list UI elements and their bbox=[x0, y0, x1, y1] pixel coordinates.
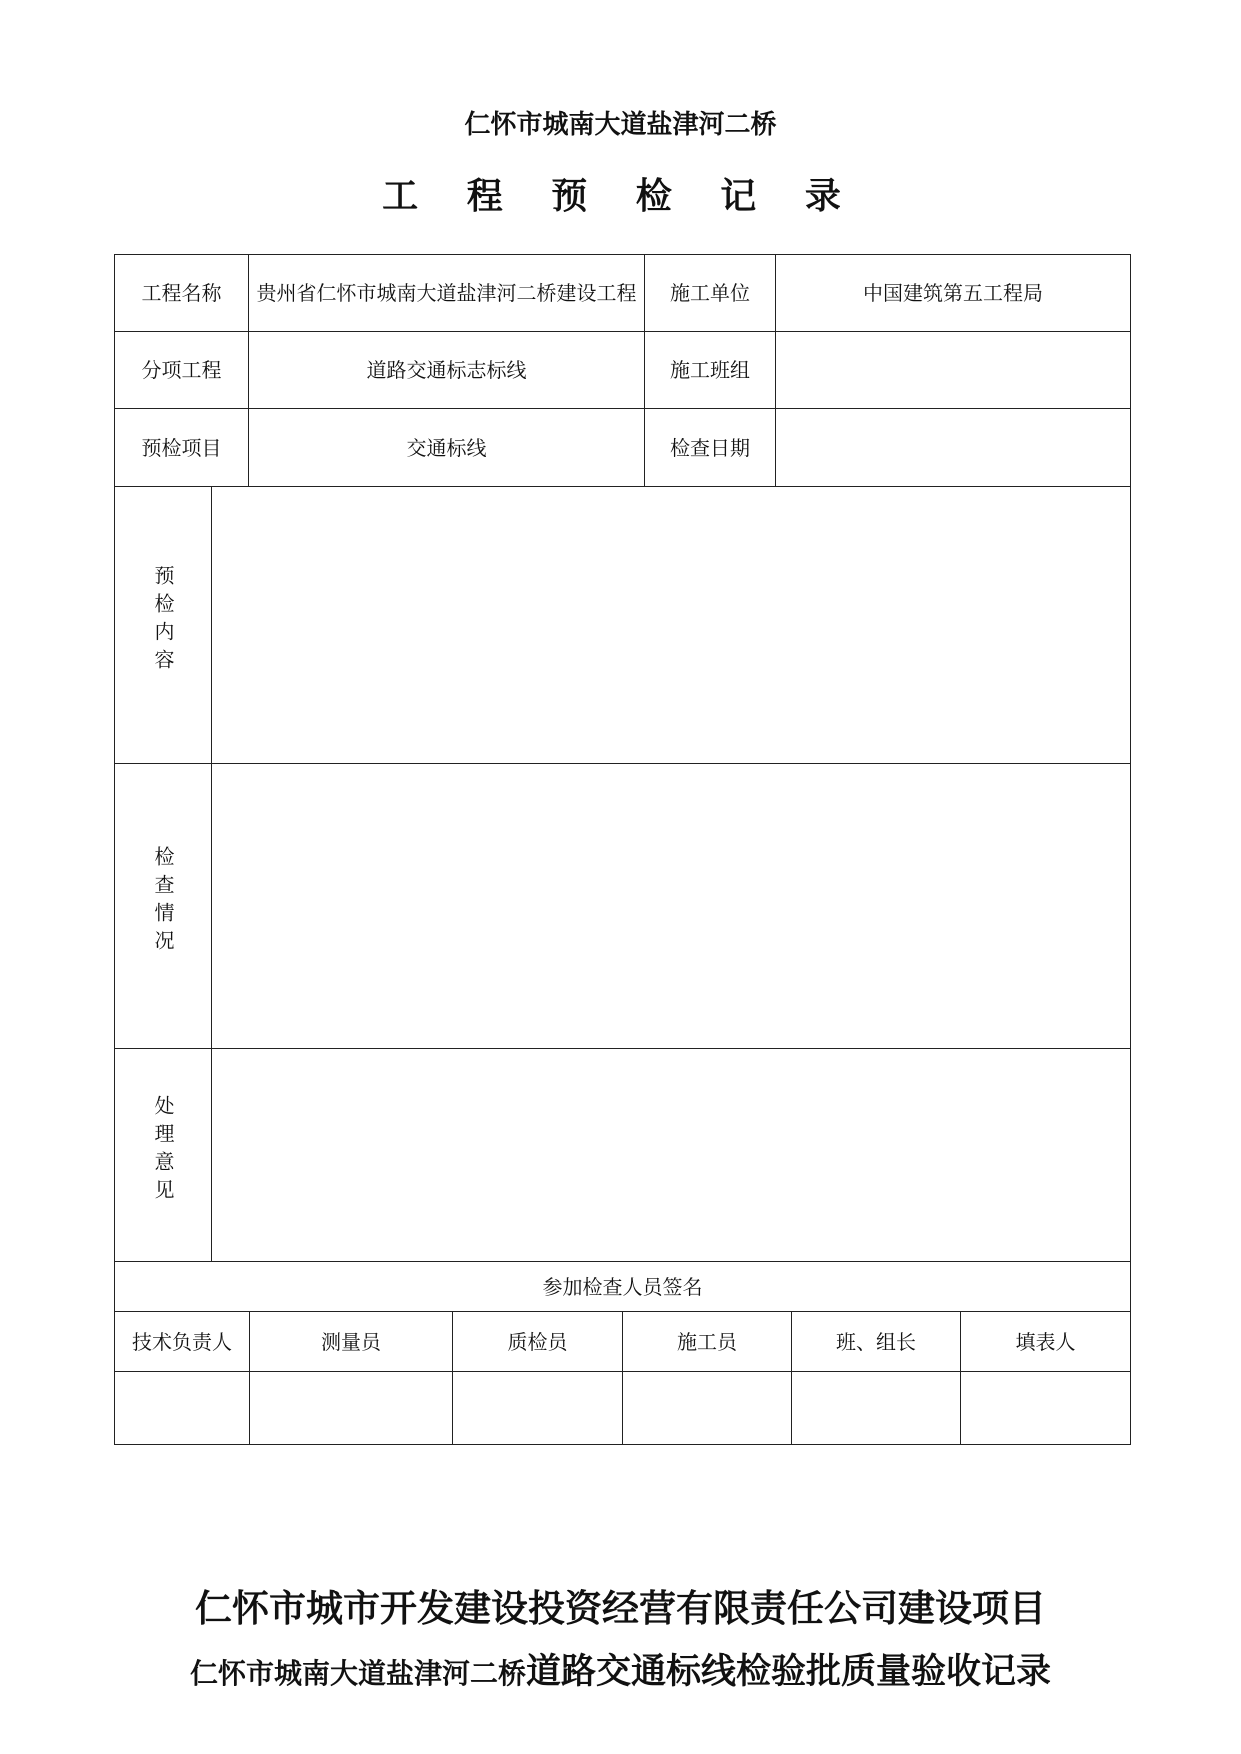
signature-blank-row bbox=[115, 1372, 1131, 1445]
role-team-leader: 班、组长 bbox=[792, 1312, 961, 1372]
company-project-line: 仁怀市城市开发建设投资经营有限责任公司建设项目 bbox=[195, 1586, 1046, 1630]
status-label-cell bbox=[115, 764, 212, 1049]
contractor-label: 施工单位 bbox=[645, 255, 776, 332]
info-row bbox=[115, 409, 1131, 487]
record-title-prefix: 仁怀市城南大道盐津河二桥 bbox=[189, 1657, 526, 1690]
signature-cell bbox=[792, 1372, 961, 1445]
project-name-value: 贵州省仁怀市城南大道盐津河二桥建设工程 bbox=[249, 255, 645, 332]
section-row bbox=[115, 764, 1131, 1049]
page-title: 工 程 预 检 记 录 bbox=[382, 175, 859, 217]
check-date-label: 检查日期 bbox=[645, 409, 776, 487]
opinion-label-cell bbox=[115, 1049, 212, 1262]
subitem-value: 道路交通标志标线 bbox=[249, 332, 645, 409]
signature-heading-row bbox=[115, 1262, 1131, 1312]
role-technical-lead: 技术负责人 bbox=[115, 1312, 250, 1372]
check-date-value bbox=[776, 409, 1131, 487]
project-subtitle: 仁怀市城南大道盐津河二桥 bbox=[464, 110, 777, 140]
team-label: 施工班组 bbox=[645, 332, 776, 409]
inspection-sections-table bbox=[114, 486, 1131, 1262]
inspection-status-label: 检查情况 bbox=[151, 846, 175, 958]
record-title: 道路交通标线检验批质量验收记录 bbox=[526, 1651, 1052, 1692]
role-constructor: 施工员 bbox=[623, 1312, 792, 1372]
contractor-value: 中国建筑第五工程局 bbox=[776, 255, 1131, 332]
section-row bbox=[115, 487, 1131, 764]
project-name-label: 工程名称 bbox=[115, 255, 249, 332]
role-quality-inspector: 质检员 bbox=[453, 1312, 623, 1372]
handling-opinion-label: 处理意见 bbox=[151, 1095, 175, 1207]
precheck-content-area bbox=[212, 487, 1131, 764]
project-info-table bbox=[114, 254, 1131, 487]
handling-opinion-area bbox=[212, 1049, 1131, 1262]
signature-cell bbox=[453, 1372, 623, 1445]
section-row bbox=[115, 1049, 1131, 1262]
role-surveyor: 测量员 bbox=[250, 1312, 453, 1372]
inspection-status-area bbox=[212, 764, 1131, 1049]
precheck-item-value: 交通标线 bbox=[249, 409, 645, 487]
content-label-cell bbox=[115, 487, 212, 764]
role-form-filler: 填表人 bbox=[961, 1312, 1131, 1372]
team-value bbox=[776, 332, 1131, 409]
info-row bbox=[115, 255, 1131, 332]
signature-cell bbox=[623, 1372, 792, 1445]
subitem-label: 分项工程 bbox=[115, 332, 249, 409]
signature-cell bbox=[961, 1372, 1131, 1445]
info-row bbox=[115, 332, 1131, 409]
signature-cell bbox=[115, 1372, 250, 1445]
signature-table bbox=[114, 1261, 1131, 1445]
signature-heading: 参加检查人员签名 bbox=[115, 1262, 1131, 1312]
signature-roles-row bbox=[115, 1312, 1131, 1372]
precheck-content-label: 预检内容 bbox=[151, 565, 175, 677]
precheck-item-label: 预检项目 bbox=[115, 409, 249, 487]
record-title-line bbox=[0, 1644, 1241, 1694]
signature-cell bbox=[250, 1372, 453, 1445]
